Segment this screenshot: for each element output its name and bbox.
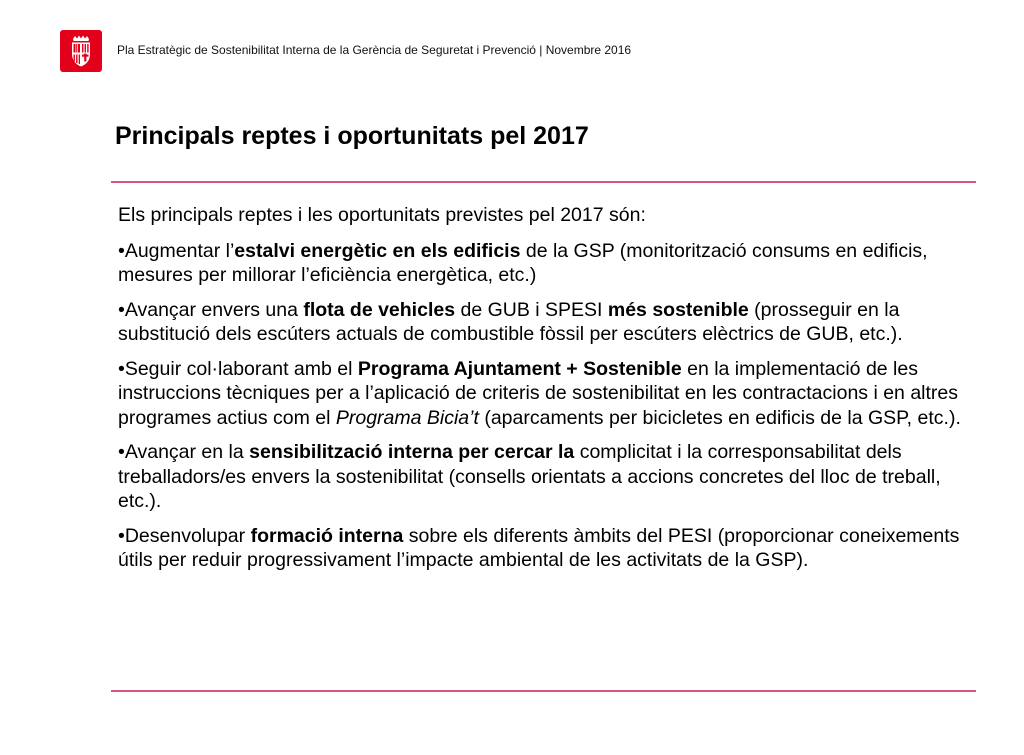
bullet-internal-training: [118, 524, 978, 573]
bullet-text: •Seguir col·laborant amb el: [118, 357, 358, 380]
bullet-highlight: sensibilització interna per cercar la: [249, 441, 575, 463]
bullet-text: complicitat i la corresponsabilitat dels treballadors/es envers la sostenibilitat (consells orientats a accions concretes del lloc de treball, etc.).: [118, 441, 941, 512]
bullet-sustainability-program: [118, 357, 978, 431]
bullet-text: de la GSP (monitorització consums en edificis, mesures per millorar l’eficiència energètica, etc.): [118, 239, 928, 286]
bullet-highlight: flota de vehicles: [303, 298, 456, 321]
bullet-highlight: estalvi energètic en els edificis: [234, 239, 521, 262]
bullet-text: •Augmentar l’: [118, 239, 235, 262]
bullet-text: •Avançar en la: [118, 441, 250, 463]
bullet-text: •Desenvolupar: [118, 524, 251, 547]
shield-graphic: [60, 30, 102, 72]
slide-content: [118, 203, 978, 583]
bottom-divider: [111, 690, 976, 692]
bullet-internal-awareness: [118, 440, 978, 514]
bullet-text: en la implementació de les instruccions tècniques per a l’aplicació de criteris de sostenibilitat en les contractacions i en altres programes actius com el: [118, 357, 959, 429]
bullet-highlight: més sostenible: [607, 298, 749, 321]
bullet-text: (prosseguir en la substitució dels escúters actuals de combustible fòssil per escúters elèctrics de GUB, etc.).: [118, 298, 903, 345]
bullet-vehicle-fleet: [118, 298, 978, 347]
top-divider: [111, 181, 976, 183]
header-subtitle: Pla Estratègic de Sostenibilitat Interna de la Gerència de Seguretat i Prevenció | Novembre 2016: [117, 43, 632, 57]
bullet-text: •Avançar envers una: [118, 298, 304, 321]
bullet-text: de GUB i SPESI: [455, 298, 608, 321]
bullet-highlight: Programa Ajuntament + Sostenible: [357, 357, 682, 380]
page-title: Principals reptes i oportunitats pel 2017: [115, 122, 589, 150]
intro-text: Els principals reptes i les oportunitats previstes pel 2017 són:: [118, 204, 646, 226]
barcelona-shield-icon: [60, 30, 102, 72]
bullet-italic: Programa Bicia’t: [335, 406, 479, 429]
bullet-highlight: formació interna: [250, 524, 404, 547]
bullet-energy-savings: [118, 239, 978, 288]
bullet-text: (aparcaments per bicicletes en edificis de la GSP, etc.).: [478, 406, 961, 429]
bullet-text: sobre els diferents àmbits del PESI (proporcionar coneixements útils per reduir progressivament l’impacte ambiental de les activitats de la GSP).: [118, 524, 960, 571]
